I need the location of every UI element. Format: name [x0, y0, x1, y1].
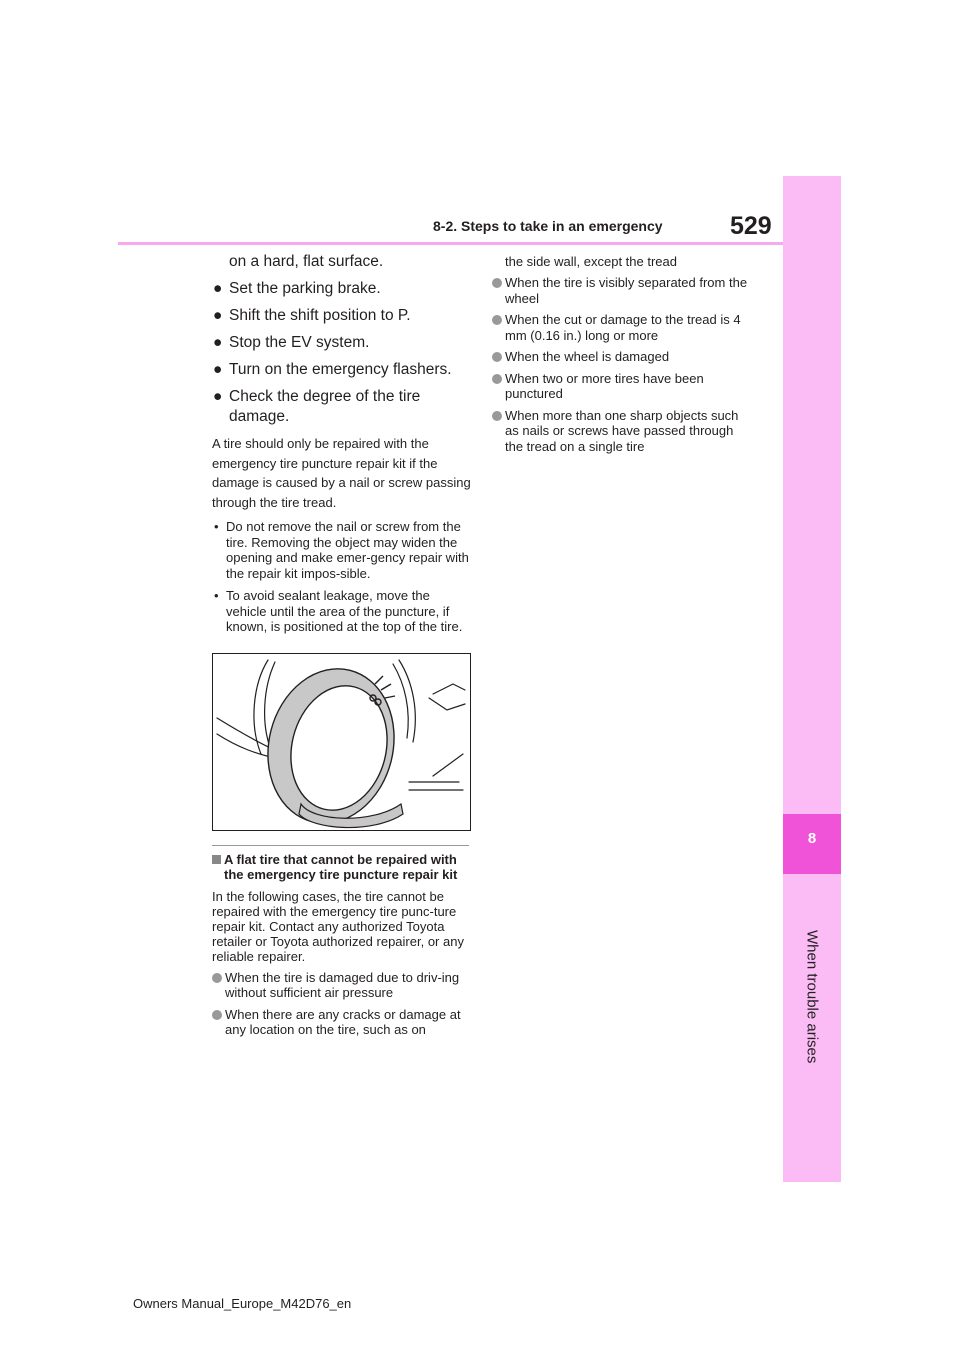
bullet-icon: ● [213, 334, 223, 351]
tire-illustration [212, 653, 471, 831]
chapter-number: 8 [807, 830, 817, 847]
step-item: ● Check the degree of the tire damage. [213, 388, 421, 425]
step-item: ● Set the parking brake. [213, 280, 381, 297]
step-item: ● Shift the shift position to P. [213, 307, 411, 324]
case-item: When the tire is damaged due to driv-ing without sufficient air pressure [212, 970, 472, 1001]
circle-bullet-icon [492, 315, 502, 325]
note-item: • Do not remove the nail or screw from the tire. Removing the object may widen the opening and make emer-gency repair with the repair kit impos-sible. [214, 519, 469, 581]
circle-bullet-icon [212, 1010, 222, 1020]
note-bullet-icon: • [214, 588, 219, 603]
bullet-icon: ● [213, 361, 223, 378]
case-item: When the wheel is damaged [492, 349, 754, 365]
square-bullet-icon [212, 855, 221, 864]
circle-bullet-icon [492, 411, 502, 421]
note-item: • To avoid sealant leakage, move the vehicle until the area of the puncture, if known, is positioned at the top of the tire. [214, 588, 463, 634]
case-item: When two or more tires have been punctured [492, 371, 754, 402]
bullet-icon: ● [213, 307, 223, 324]
body-paragraph: A tire should only be repaired with the emergency tire puncture repair kit if the damage is caused by a nail or screw passing through the tire tread. [212, 436, 471, 510]
bullet-icon: ● [213, 280, 223, 297]
chapter-title: When trouble arises [803, 930, 821, 1064]
footer-text: Owners Manual_Europe_M42D76_en [133, 1296, 352, 1311]
subheading: A flat tire that cannot be repaired with the emergency tire puncture repair kit [212, 852, 472, 883]
page-number: 529 [730, 212, 772, 240]
circle-bullet-icon [492, 374, 502, 384]
intro-paragraph: In the following cases, the tire cannot be repaired with the emergency tire punc-ture repair kit. Contact any authorized Toyota retailer or Toyota authorized repairer, or any reliable repairer. [212, 888, 464, 964]
step-item: ● Turn on the emergency flashers. [213, 361, 452, 378]
continuation-text: on a hard, flat surface. [229, 253, 384, 270]
header-divider [118, 242, 783, 245]
continuation-text: the side wall, except the tread [505, 254, 677, 269]
step-item: ● Stop the EV system. [213, 334, 370, 351]
note-bullet-icon: • [214, 519, 219, 534]
circle-bullet-icon [492, 352, 502, 362]
right-column [492, 254, 754, 460]
case-item: When there are any cracks or damage at any location on the tire, such as on [212, 1007, 472, 1038]
left-column [212, 252, 472, 1044]
case-item: When the cut or damage to the tread is 4 mm (0.16 in.) long or more [492, 312, 754, 343]
section-divider [212, 845, 469, 846]
case-item: When the tire is visibly separated from the wheel [492, 275, 754, 306]
circle-bullet-icon [212, 973, 222, 983]
bullet-icon: ● [213, 388, 223, 405]
case-item: When more than one sharp objects such as nails or screws have passed through the tread on a single tire [492, 408, 754, 455]
section-title: 8-2. Steps to take in an emergency [433, 218, 663, 234]
circle-bullet-icon [492, 278, 502, 288]
tire-puncture-position-icon [213, 654, 470, 830]
